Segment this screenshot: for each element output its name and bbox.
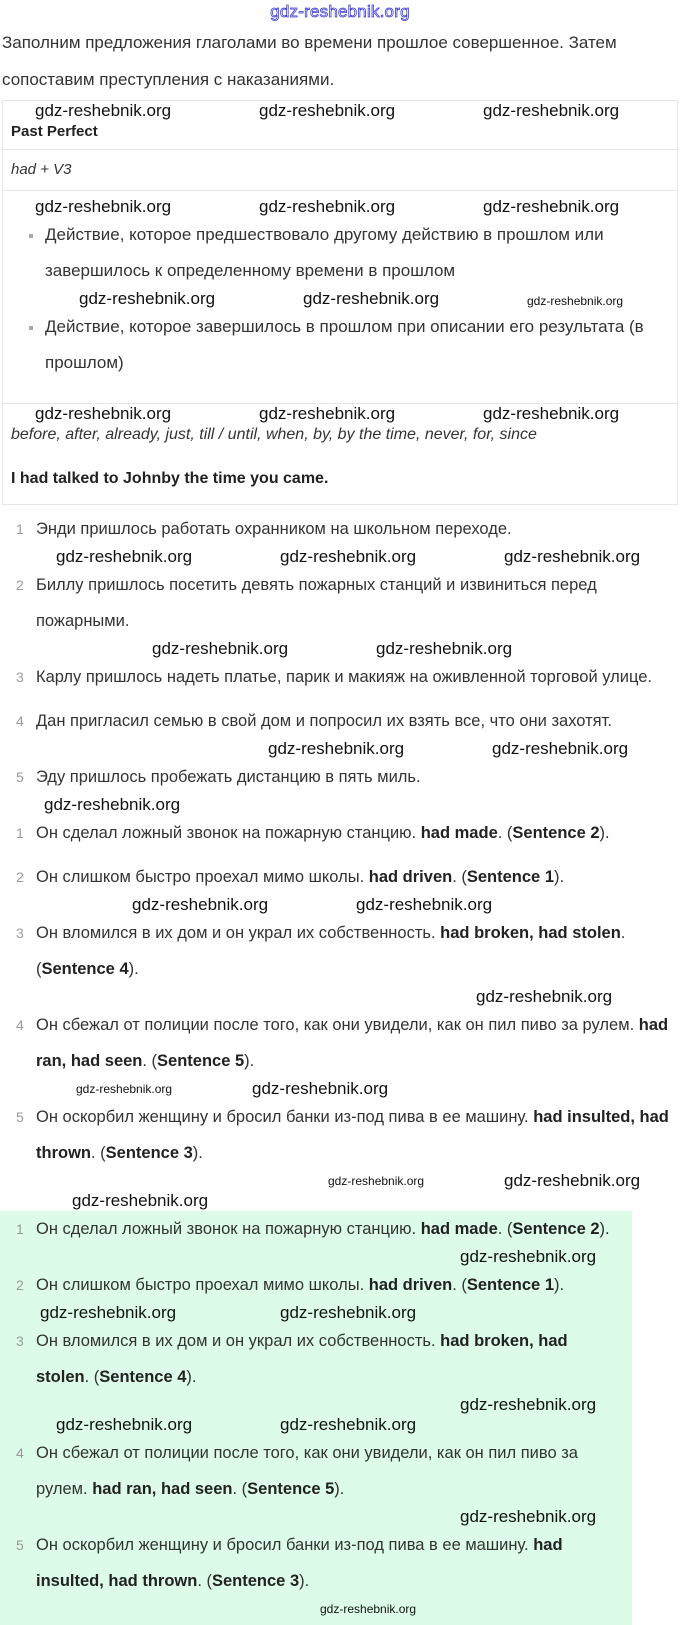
item-match: Sentence 1 [466, 1276, 554, 1294]
watermark: gdz-reshebnik.org [483, 197, 620, 216]
item-text: Карлу пришлось надеть платье, парик и макияж на оживленной торговой улице. [36, 668, 653, 686]
item-verbs: had broken, had stolen [440, 924, 621, 942]
item-match: Sentence 5 [157, 1052, 245, 1070]
item-match: Sentence 5 [247, 1480, 335, 1498]
watermark: gdz-reshebnik.org [320, 1602, 417, 1616]
watermark: gdz-reshebnik.org [376, 639, 513, 658]
watermark: gdz-reshebnik.org [483, 101, 620, 120]
item-match: Sentence 3 [105, 1144, 193, 1162]
watermark: gdz-reshebnik.org [259, 101, 396, 120]
punishments-list [0, 511, 680, 815]
list-item [0, 759, 680, 795]
watermark: gdz-reshebnik.org [35, 101, 172, 120]
use-item: Действие, которое предшествовало другому действию в прошлом или завершилось к определенному времени в прошлом [45, 217, 669, 289]
list-item [0, 567, 680, 639]
answers-list [0, 1211, 632, 1619]
item-number: 2 [16, 1277, 24, 1293]
item-match: Sentence 3 [212, 1572, 300, 1590]
item-number: 3 [16, 1333, 24, 1349]
watermark: gdz-reshebnik.org [56, 1415, 193, 1434]
item-text: Он оскорбил женщину и бросил банки из-под пива в ее машину. [36, 1108, 534, 1126]
watermark: gdz-reshebnik.org [56, 547, 193, 566]
item-text: Он сбежал от полиции после того, как они увидели, как он пил пиво за рулем. [36, 1016, 639, 1034]
answer-box [0, 1211, 632, 1625]
watermark: gdz-reshebnik.org [280, 1303, 417, 1322]
list-item: 2 Он слишком быстро проехал мимо школы. had driven. (Sentence 1). [0, 859, 680, 895]
watermark: gdz-reshebnik.org [35, 404, 172, 423]
item-text: Он оскорбил женщину и бросил банки из-под пива в ее машину. [36, 1536, 534, 1554]
grammar-table [2, 100, 678, 505]
crimes-list [0, 815, 680, 1211]
list-item [0, 703, 680, 739]
site-watermark-top: gdz-reshebnik.org [270, 2, 410, 21]
item-text: Эду пришлось пробежать дистанцию в пять миль. [36, 768, 421, 786]
watermark: gdz-reshebnik.org [132, 895, 269, 914]
item-match: Sentence 2 [512, 824, 600, 842]
item-match: Sentence 1 [466, 868, 554, 886]
item-text: Он сделал ложный звонок на пожарную станцию. [36, 824, 421, 842]
item-verbs: had made [420, 1220, 498, 1238]
item-verbs: had broken, had stolen [36, 1332, 568, 1386]
list-item: 1 Он сделал ложный звонок на пожарную станцию. had made. (Sentence 2). [0, 1211, 632, 1247]
watermark: gdz-reshebnik.org [460, 1507, 597, 1526]
watermark: gdz-reshebnik.org [40, 1303, 177, 1322]
list-item: 1 Он сделал ложный звонок на пожарную станцию. had made. (Sentence 2). [0, 815, 680, 851]
watermark: gdz-reshebnik.org [72, 1191, 209, 1210]
watermark: gdz-reshebnik.org [483, 404, 620, 423]
list-item: 3 Он вломился в их дом и он украл их собственность. had broken, had stolen. (Sentence 4). [0, 1323, 632, 1395]
list-item [0, 511, 680, 547]
item-text: Он слишком быстро проехал мимо школы. [36, 868, 369, 886]
item-verbs: had made [420, 824, 498, 842]
item-number: 1 [16, 521, 24, 537]
item-verbs: had ran, had seen [92, 1480, 233, 1498]
item-number: 4 [16, 1445, 24, 1461]
item-number: 5 [16, 1109, 24, 1125]
watermark: gdz-reshebnik.org [476, 987, 613, 1006]
item-number: 5 [16, 1537, 24, 1553]
watermark: gdz-reshebnik.org [259, 404, 396, 423]
watermark: gdz-reshebnik.org [328, 1174, 425, 1188]
item-number: 2 [16, 577, 24, 593]
item-number: 3 [16, 925, 24, 941]
list-item: 5 Он оскорбил женщину и бросил банки из-под пива в ее машину. had insulted, had thrown. (Sentence 3). [0, 1099, 680, 1171]
table-formula: had + V3 [3, 150, 677, 191]
item-verbs: had driven [368, 1276, 453, 1294]
list-item: 4 Он сбежал от полиции после того, как они увидели, как он пил пиво за рулем. had ran, had seen. (Sentence 5). [0, 1007, 680, 1079]
watermark: gdz-reshebnik.org [280, 547, 417, 566]
table-uses [3, 197, 677, 404]
watermark: gdz-reshebnik.org [259, 197, 396, 216]
watermark: gdz-reshebnik.org [280, 1415, 417, 1434]
item-number: 3 [16, 669, 24, 685]
table-markers-row [3, 404, 677, 504]
list-item: 2 Он слишком быстро проехал мимо школы. had driven. (Sentence 1). [0, 1267, 632, 1303]
task-intro: Заполним предложения глаголами во времени прошлое совершенное. Затем сопоставим преступления с наказаниями. [2, 33, 617, 89]
watermark: gdz-reshebnik.org [79, 289, 216, 308]
watermark: gdz-reshebnik.org [460, 1247, 597, 1266]
item-number: 1 [16, 1221, 24, 1237]
table-title-row [3, 101, 677, 150]
item-text: Дан пригласил семью в свой дом и попросил их взять все, что они захотят. [36, 712, 612, 730]
item-number: 5 [16, 769, 24, 785]
item-text: Он вломился в их дом и он украл их собственность. [36, 924, 441, 942]
item-match: Sentence 2 [512, 1220, 600, 1238]
example-sentence: I had talked to Johnby the time you came. [11, 470, 329, 487]
table-title: Past Perfect [11, 123, 98, 140]
item-text: Он сбежал от полиции после того, как они увидели, как он пил пиво за рулем. [36, 1444, 578, 1498]
list-item: 4 Он сбежал от полиции после того, как они увидели, как он пил пиво за рулем. had ran, had seen. (Sentence 5). [0, 1435, 632, 1507]
watermark: gdz-reshebnik.org [268, 739, 405, 758]
watermark: gdz-reshebnik.org [527, 294, 624, 308]
watermark: gdz-reshebnik.org [504, 547, 641, 566]
list-item: 5 Он оскорбил женщину и бросил банки из-под пива в ее машину. had insulted, had thrown. (Sentence 3). [0, 1527, 632, 1599]
item-match: Sentence 4 [41, 960, 129, 978]
watermark: gdz-reshebnik.org [152, 639, 289, 658]
item-verbs: had driven [368, 868, 453, 886]
watermark: gdz-reshebnik.org [303, 289, 440, 308]
watermark: gdz-reshebnik.org [252, 1079, 389, 1098]
item-text: Он сделал ложный звонок на пожарную станцию. [36, 1220, 421, 1238]
item-text: Биллу пришлось посетить девять пожарных станций и извиниться перед пожарными. [36, 576, 597, 630]
use-item: Действие, которое завершилось в прошлом при описании его результата (в прошлом) [45, 309, 669, 381]
item-number: 4 [16, 1017, 24, 1033]
watermark: gdz-reshebnik.org [460, 1395, 597, 1414]
watermark: gdz-reshebnik.org [356, 895, 493, 914]
item-verbs: had ran, had seen [36, 1016, 669, 1070]
item-number: 4 [16, 713, 24, 729]
watermark: gdz-reshebnik.org [504, 1171, 641, 1190]
time-markers: before, after, already, just, till / until, when, by, by the time, never, for, since [11, 426, 537, 443]
list-item: 3 Он вломился в их дом и он украл их собственность. had broken, had stolen. (Sentence 4). [0, 915, 680, 987]
item-text: Он вломился в их дом и он украл их собственность. [36, 1332, 441, 1350]
item-number: 1 [16, 825, 24, 841]
item-verbs: had insulted, had thrown [36, 1108, 669, 1162]
watermark: gdz-reshebnik.org [76, 1082, 173, 1096]
item-text: Он слишком быстро проехал мимо школы. [36, 1276, 369, 1294]
watermark: gdz-reshebnik.org [35, 197, 172, 216]
watermark: gdz-reshebnik.org [492, 739, 629, 758]
item-verbs: had insulted, had thrown [36, 1536, 563, 1590]
item-number: 2 [16, 869, 24, 885]
item-text: Энди пришлось работать охранником на школьном переходе. [36, 520, 512, 538]
watermark: gdz-reshebnik.org [44, 795, 181, 814]
list-item [0, 659, 680, 695]
item-match: Sentence 4 [99, 1368, 187, 1386]
